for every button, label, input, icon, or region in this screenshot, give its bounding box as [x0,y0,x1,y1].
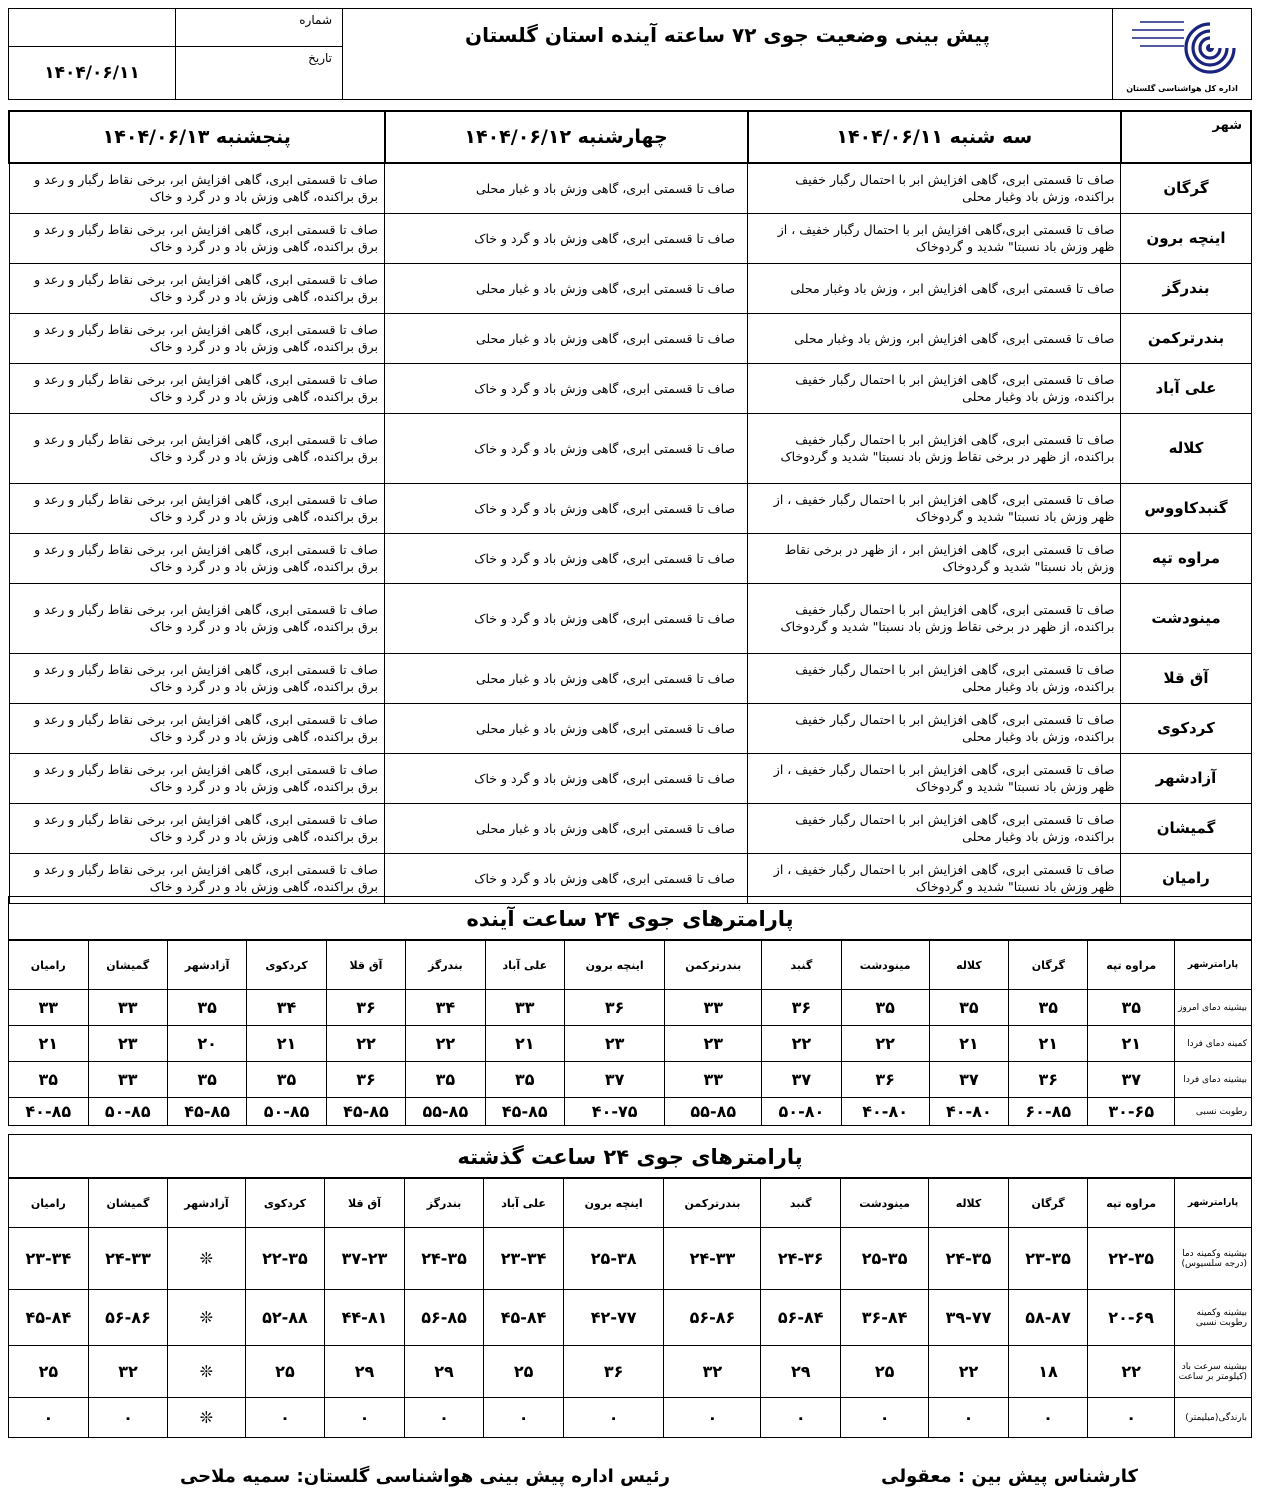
param-value: ۳۶ [564,990,664,1026]
param-value: ۴۵-۸۵ [167,1098,246,1126]
param-value: ۲۲ [1088,1346,1175,1398]
param-label: رطوبت نسبی [1175,1098,1252,1126]
param-value: ۰ [664,1398,761,1438]
param-value: ۳۵ [1009,990,1088,1026]
number-value-cell [9,9,176,47]
city-header: آزادشهر [168,1179,245,1228]
param-value: ۰ [1008,1398,1088,1438]
forecast-day3: صاف تا قسمتی ابری، گاهی افزایش ابر، برخی نقاط رگبار و رعد و برق براکنده، گاهی وزش باد و در گرد و خاک [9,413,385,483]
forecast-city: بندرگز [1121,263,1251,313]
past24-param-row [9,1398,1252,1438]
forecast-day2: صاف تا قسمتی ابری، گاهی وزش باد و گرد و خاک [385,483,748,533]
city-header: گمیشان [88,1179,168,1228]
param-value: ۰ [484,1398,564,1438]
param-value: ۲۱ [9,1026,89,1062]
param-value: ۲۱ [1009,1026,1088,1062]
param-value: ❊ [168,1228,245,1290]
param-value: ۴۵-۸۵ [326,1098,405,1126]
day-header-1: سه شنبه ۱۴۰۴/۰۶/۱۱ [748,111,1121,163]
param-value: ❊ [168,1346,245,1398]
forecast-day3: صاف تا قسمتی ابری، گاهی افزایش ابر، برخی نقاط رگبار و رعد و برق براکنده، گاهی وزش باد و در گرد و خاک [9,583,385,653]
param-value: ۳۷ [564,1062,664,1098]
next24-header-row [9,941,1252,990]
forecast-day1: صاف تا قسمتی ابری، گاهی افزایش ابر با احتمال رگبار خفیف براکنده، وزش باد وغبار محلی [748,163,1121,213]
city-header: علی آباد [484,1179,564,1228]
param-value: ۲۰-۶۹ [1088,1290,1175,1346]
forecast-day1: صاف تا قسمتی ابری، گاهی افزایش ابر با احتمال رگبار خفیف براکنده، وزش باد وغبار محلی [748,703,1121,753]
forecast-row [9,703,1251,753]
param-value: ۳۵ [841,990,929,1026]
city-header: کردکوی [247,941,326,990]
forecaster-signature: کارشناس پیش بین : معقولی [881,1466,1138,1487]
param-value: ۲۳-۳۵ [1008,1228,1088,1290]
param-value: ۰ [563,1398,664,1438]
param-value: ۲۳ [88,1026,167,1062]
city-header: مراوه تپه [1088,1179,1175,1228]
forecast-day2: صاف تا قسمتی ابری، گاهی وزش باد و گرد و خاک [385,363,748,413]
forecast-day1: صاف تا قسمتی ابری، گاهی افزایش ابر با احتمال رگبار خفیف براکنده، وزش باد وغبار محلی [748,363,1121,413]
forecast-day3: صاف تا قسمتی ابری، گاهی افزایش ابر، برخی نقاط رگبار و رعد و برق براکنده، گاهی وزش باد و در گرد و خاک [9,213,385,263]
param-label: بارندگی(میلیمتر) [1175,1398,1252,1438]
forecast-city: گنبدکاووس [1121,483,1251,533]
forecast-day3: صاف تا قسمتی ابری، گاهی افزایش ابر، برخی نقاط رگبار و رعد و برق براکنده، گاهی وزش باد و در گرد و خاک [9,313,385,363]
param-value: ۴۵-۸۵ [485,1098,564,1126]
param-label: بیشینه دمای فردا [1175,1062,1252,1098]
city-header: مینودشت [841,941,929,990]
past24-param-row [9,1346,1252,1398]
param-label: بیشینه دمای امروز [1175,990,1252,1026]
param-value: ۵۰-۸۰ [762,1098,841,1126]
param-value: ۰ [404,1398,484,1438]
page-title: پیش بینی وضعیت جوی ۷۲ ساعته آینده استان گلستان [343,9,1113,100]
param-value: ۳۵ [167,1062,246,1098]
corner-label: پارامترشهر [1175,941,1252,990]
forecast-day2: صاف تا قسمتی ابری، گاهی وزش باد و غبار محلی [385,313,748,363]
param-label: کمینه دمای فردا [1175,1026,1252,1062]
forecast-city: گرگان [1121,163,1251,213]
forecast-day2: صاف تا قسمتی ابری، گاهی وزش باد و غبار محلی [385,703,748,753]
forecast-day1: صاف تا قسمتی ابری، گاهی افزایش ابر با احتمال رگبار خفیف ، از ظهر وزش باد نسبتا" شدید و گردوخاک [748,853,1121,903]
city-header: بندرترکمن [665,941,762,990]
param-value: ۰ [840,1398,928,1438]
param-value: ۲۱ [929,1026,1008,1062]
forecast-row [9,413,1251,483]
param-value: ۲۲ [762,1026,841,1062]
param-value: ۳۹-۷۷ [929,1290,1009,1346]
forecast-day1: صاف تا قسمتی ابری، گاهی افزایش ابر با احتمال رگبار خفیف براکنده، از ظهر در برخی نقاط وزش باد نسبتا" شدید و گردوخاک [748,583,1121,653]
forecast-day3: صاف تا قسمتی ابری، گاهی افزایش ابر، برخی نقاط رگبار و رعد و برق براکنده، گاهی وزش باد و در گرد و خاک [9,703,385,753]
param-value: ۲۴-۳۳ [664,1228,761,1290]
param-value: ❊ [168,1290,245,1346]
param-value: ۰ [88,1398,168,1438]
forecast-row [9,583,1251,653]
forecast-day1: صاف تا قسمتی ابری، گاهی افزایش ابر، وزش باد وغبار محلی [748,313,1121,363]
next24-param-row [9,1062,1252,1098]
param-value: ۳۵ [929,990,1008,1026]
day-header-2: چهارشنبه ۱۴۰۴/۰۶/۱۲ [385,111,748,163]
past24-param-row [9,1290,1252,1346]
forecast-city: علی آباد [1121,363,1251,413]
param-value: ۴۰-۸۰ [929,1098,1008,1126]
param-value: ۰ [929,1398,1009,1438]
forecast-row [9,313,1251,363]
forecast-day1: صاف تا قسمتی ابری، گاهی افزایش ابر ، از ظهر در برخی نقاط وزش باد نسبتا" شدید و گردوخاک [748,533,1121,583]
param-value: ۲۴-۳۵ [929,1228,1009,1290]
forecast-day2: صاف تا قسمتی ابری، گاهی وزش باد و گرد و خاک [385,583,748,653]
head-signature: رئیس اداره پیش بینی هواشناسی گلستان: سمیه ملاحی [179,1466,670,1487]
param-value: ۵۶-۸۵ [404,1290,484,1346]
city-header: بندرترکمن [664,1179,761,1228]
param-value: ۳۳ [9,990,89,1026]
param-value: ۱۸ [1008,1346,1088,1398]
param-value: ۲۵ [840,1346,928,1398]
param-value: ۲۳ [564,1026,664,1062]
forecast-day3: صاف تا قسمتی ابری، گاهی افزایش ابر، برخی نقاط رگبار و رعد و برق براکنده، گاهی وزش باد و در گرد و خاک [9,483,385,533]
city-header: آق قلا [325,1179,405,1228]
city-header: گنبد [762,941,841,990]
param-value: ۳۷ [929,1062,1008,1098]
number-label: شماره [176,9,343,47]
past24-param-row [9,1228,1252,1290]
param-value: ۲۲-۳۵ [1088,1228,1175,1290]
next24-param-row [9,990,1252,1026]
param-value: ۰ [325,1398,405,1438]
param-value: ۲۲ [406,1026,485,1062]
param-value: ۳۵ [406,1062,485,1098]
forecast-day3: صاف تا قسمتی ابری، گاهی افزایش ابر، برخی نقاط رگبار و رعد و برق براکنده، گاهی وزش باد و در گرد و خاک [9,653,385,703]
forecast-day1: صاف تا قسمتی ابری، گاهی افزایش ابر ، وزش باد وغبار محلی [748,263,1121,313]
param-label: بیشینه سرعت باد (کیلومتر بر ساعت [1175,1346,1252,1398]
param-value: ۵۵-۸۵ [406,1098,485,1126]
forecast-row [9,263,1251,313]
forecast-row [9,363,1251,413]
param-value: ۲۵-۳۵ [840,1228,928,1290]
param-value: ۳۶ [1009,1062,1088,1098]
forecast-city: رامیان [1121,853,1251,903]
forecast-row [9,483,1251,533]
param-value: ۳۴ [406,990,485,1026]
city-header: رامیان [9,941,89,990]
next24-table [8,940,1252,1126]
param-value: ۲۴-۳۶ [761,1228,841,1290]
param-value: ۳۷ [762,1062,841,1098]
forecast-city: کلاله [1121,413,1251,483]
param-value: ۲۲-۳۵ [245,1228,325,1290]
date-value: ۱۴۰۴/۰۶/۱۱ [9,47,176,100]
param-value: ۳۶ [326,990,405,1026]
param-value: ۳۵ [1088,990,1175,1026]
param-value: ۲۲ [841,1026,929,1062]
param-value: ۳۷ [1088,1062,1175,1098]
param-value: ۳۶ [563,1346,664,1398]
next24-param-row [9,1098,1252,1126]
forecast-day2: صاف تا قسمتی ابری، گاهی وزش باد و گرد و خاک [385,533,748,583]
param-value: ۰ [245,1398,325,1438]
param-value: ۵۵-۸۵ [665,1098,762,1126]
city-header: بندرگز [404,1179,484,1228]
forecast-city: مراوه تپه [1121,533,1251,583]
param-value: ۲۹ [404,1346,484,1398]
param-value: ۲۱ [485,1026,564,1062]
param-value: ۲۵ [484,1346,564,1398]
param-value: ۳۶-۸۴ [840,1290,928,1346]
param-value: ۵۸-۸۷ [1008,1290,1088,1346]
param-value: ❊ [168,1398,245,1438]
param-value: ۳۵ [485,1062,564,1098]
date-label: تاریخ [176,47,343,100]
param-value: ۳۰-۶۵ [1088,1098,1175,1126]
param-value: ۲۱ [1088,1026,1175,1062]
next24-param-row [9,1026,1252,1062]
param-value: ۴۰-۸۵ [9,1098,89,1126]
forecast-day3: صاف تا قسمتی ابری، گاهی افزایش ابر، برخی نقاط رگبار و رعد و برق براکنده، گاهی وزش باد و در گرد و خاک [9,263,385,313]
param-value: ۴۲-۷۷ [563,1290,664,1346]
param-value: ۵۰-۸۵ [88,1098,167,1126]
param-value: ۲۳-۳۴ [9,1228,89,1290]
param-value: ۲۱ [247,1026,326,1062]
param-value: ۳۶ [762,990,841,1026]
forecast-day3: صاف تا قسمتی ابری، گاهی افزایش ابر، برخی نقاط رگبار و رعد و برق براکنده، گاهی وزش باد و در گرد و خاک [9,533,385,583]
param-value: ۴۵-۸۴ [484,1290,564,1346]
param-value: ۵۶-۸۶ [88,1290,168,1346]
forecast-day3: صاف تا قسمتی ابری، گاهی افزایش ابر، برخی نقاط رگبار و رعد و برق براکنده، گاهی وزش باد و در گرد و خاک [9,753,385,803]
city-header: اینچه برون [564,941,664,990]
city-header: رامیان [9,1179,89,1228]
forecast-day3: صاف تا قسمتی ابری، گاهی افزایش ابر، برخی نقاط رگبار و رعد و برق براکنده، گاهی وزش باد و در گرد و خاک [9,363,385,413]
forecast-row [9,753,1251,803]
forecast-day2: صاف تا قسمتی ابری، گاهی وزش باد و گرد و خاک [385,853,748,903]
param-value: ۳۳ [665,1062,762,1098]
document-header [8,8,1252,100]
param-value: ۲۴-۳۵ [404,1228,484,1290]
param-value: ۳۵ [247,1062,326,1098]
next24-title: پارامترهای جوی ۲۴ ساعت آینده [8,896,1252,940]
forecast-row [9,653,1251,703]
city-column-header: شهر [1121,111,1251,163]
param-value: ۵۰-۸۵ [247,1098,326,1126]
city-header: گرگان [1009,941,1088,990]
city-header: گنبد [761,1179,841,1228]
param-value: ۶۰-۸۵ [1009,1098,1088,1126]
param-value: ۳۶ [841,1062,929,1098]
param-value: ۲۳ [665,1026,762,1062]
city-header: بندرگز [406,941,485,990]
forecast-city: بندرترکمن [1121,313,1251,363]
param-value: ۲۹ [325,1346,405,1398]
forecast-city: مینودشت [1121,583,1251,653]
city-header: علی آباد [485,941,564,990]
param-value: ۲۵-۳۸ [563,1228,664,1290]
city-header: مراوه تپه [1088,941,1175,990]
param-value: ۳۳ [665,990,762,1026]
param-value: ۴۰-۷۵ [564,1098,664,1126]
city-header: اینچه برون [563,1179,664,1228]
city-header: گمیشان [88,941,167,990]
forecast-day2: صاف تا قسمتی ابری، گاهی وزش باد و غبار محلی [385,653,748,703]
param-value: ۰ [761,1398,841,1438]
forecast-city: آزادشهر [1121,753,1251,803]
param-value: ۰ [1088,1398,1175,1438]
forecast-table [8,110,1252,904]
forecast-day2: صاف تا قسمتی ابری، گاهی وزش باد و غبار محلی [385,163,748,213]
forecast-city: کردکوی [1121,703,1251,753]
forecast-city: گمیشان [1121,803,1251,853]
param-value: ۴۰-۸۰ [841,1098,929,1126]
org-caption: اداره کل هواشناسی گلستان [1126,83,1238,93]
param-value: ۲۲ [326,1026,405,1062]
param-value: ۵۶-۸۶ [664,1290,761,1346]
forecast-city: آق قلا [1121,653,1251,703]
logo-cell [1113,9,1252,100]
forecast-day2: صاف تا قسمتی ابری، گاهی وزش باد و غبار محلی [385,263,748,313]
meteorological-organization-logo [1122,16,1242,78]
forecast-day3: صاف تا قسمتی ابری، گاهی افزایش ابر، برخی نقاط رگبار و رعد و برق براکنده، گاهی وزش باد و در گرد و خاک [9,163,385,213]
city-header: آزادشهر [167,941,246,990]
param-value: ۲۴-۳۳ [88,1228,168,1290]
forecast-row [9,213,1251,263]
forecast-day2: صاف تا قسمتی ابری، گاهی وزش باد و گرد و خاک [385,213,748,263]
param-value: ۲۹ [761,1346,841,1398]
param-value: ۵۲-۸۸ [245,1290,325,1346]
city-header: مینودشت [840,1179,928,1228]
forecast-day1: صاف تا قسمتی ابری، گاهی افزایش ابر با احتمال رگبار خفیف براکنده، از ظهر در برخی نقاط وزش باد نسبتا" شدید و گردوخاک [748,413,1121,483]
param-value: ۳۳ [88,1062,167,1098]
param-value: ۳۵ [167,990,246,1026]
param-value: ۳۲ [88,1346,168,1398]
past24-title: پارامترهای جوی ۲۴ ساعت گذشته [8,1134,1252,1178]
forecast-row [9,803,1251,853]
param-value: ۳۴ [247,990,326,1026]
param-value: ۵۶-۸۴ [761,1290,841,1346]
param-value: ۳۳ [485,990,564,1026]
city-header: کلاله [929,1179,1009,1228]
forecast-row [9,163,1251,213]
param-value: ۲۰ [167,1026,246,1062]
forecast-day2: صاف تا قسمتی ابری، گاهی وزش باد و غبار محلی [385,803,748,853]
forecast-row [9,533,1251,583]
past24-table [8,1178,1252,1438]
param-value: ۳۳ [88,990,167,1026]
param-value: ۲۵ [9,1346,89,1398]
param-value: ۴۵-۸۴ [9,1290,89,1346]
forecast-day1: صاف تا قسمتی ابری،گاهی افزایش ابر با احتمال رگبار خفیف ، از ظهر وزش باد نسبتا" شدید و گردوخاک [748,213,1121,263]
forecast-city: اینچه برون [1121,213,1251,263]
param-value: ۴۴-۸۱ [325,1290,405,1346]
forecast-day1: صاف تا قسمتی ابری، گاهی افزایش ابر با احتمال رگبار خفیف ، از ظهر وزش باد نسبتا" شدید و گردوخاک [748,753,1121,803]
forecast-day1: صاف تا قسمتی ابری، گاهی افزایش ابر با احتمال رگبار خفیف براکنده، وزش باد وغبار محلی [748,803,1121,853]
city-header: گرگان [1008,1179,1088,1228]
forecast-day1: صاف تا قسمتی ابری، گاهی افزایش ابر با احتمال رگبار خفیف براکنده، وزش باد وغبار محلی [748,653,1121,703]
param-value: ۳۷-۲۳ [325,1228,405,1290]
param-value: ۰ [9,1398,89,1438]
forecast-day2: صاف تا قسمتی ابری، گاهی وزش باد و گرد و خاک [385,413,748,483]
city-header: کردکوی [245,1179,325,1228]
param-label: بیشینه وکمینه دما (درجه سلسیوس) [1175,1228,1252,1290]
forecast-day1: صاف تا قسمتی ابری، گاهی افزایش ابر با احتمال رگبار خفیف ، از ظهر وزش باد نسبتا" شدید و گردوخاک [748,483,1121,533]
forecast-day3: صاف تا قسمتی ابری، گاهی افزایش ابر، برخی نقاط رگبار و رعد و برق براکنده، گاهی وزش باد و در گرد و خاک [9,803,385,853]
param-value: ۲۲ [929,1346,1009,1398]
param-value: ۲۳-۳۴ [484,1228,564,1290]
city-header: کلاله [929,941,1008,990]
param-label: بیشینه وکمینه رطوبت نسبی [1175,1290,1252,1346]
forecast-day3: صاف تا قسمتی ابری، گاهی افزایش ابر، برخی نقاط رگبار و رعد و برق براکنده، گاهی وزش باد و در گرد و خاک [9,853,385,903]
city-header: آق قلا [326,941,405,990]
param-value: ۳۶ [326,1062,405,1098]
param-value: ۲۵ [245,1346,325,1398]
past24-header-row [9,1179,1252,1228]
corner-label: پارامترشهر [1175,1179,1252,1228]
param-value: ۳۵ [9,1062,89,1098]
param-value: ۳۲ [664,1346,761,1398]
day-header-3: پنجشنبه ۱۴۰۴/۰۶/۱۳ [9,111,385,163]
forecast-day2: صاف تا قسمتی ابری، گاهی وزش باد و گرد و خاک [385,753,748,803]
